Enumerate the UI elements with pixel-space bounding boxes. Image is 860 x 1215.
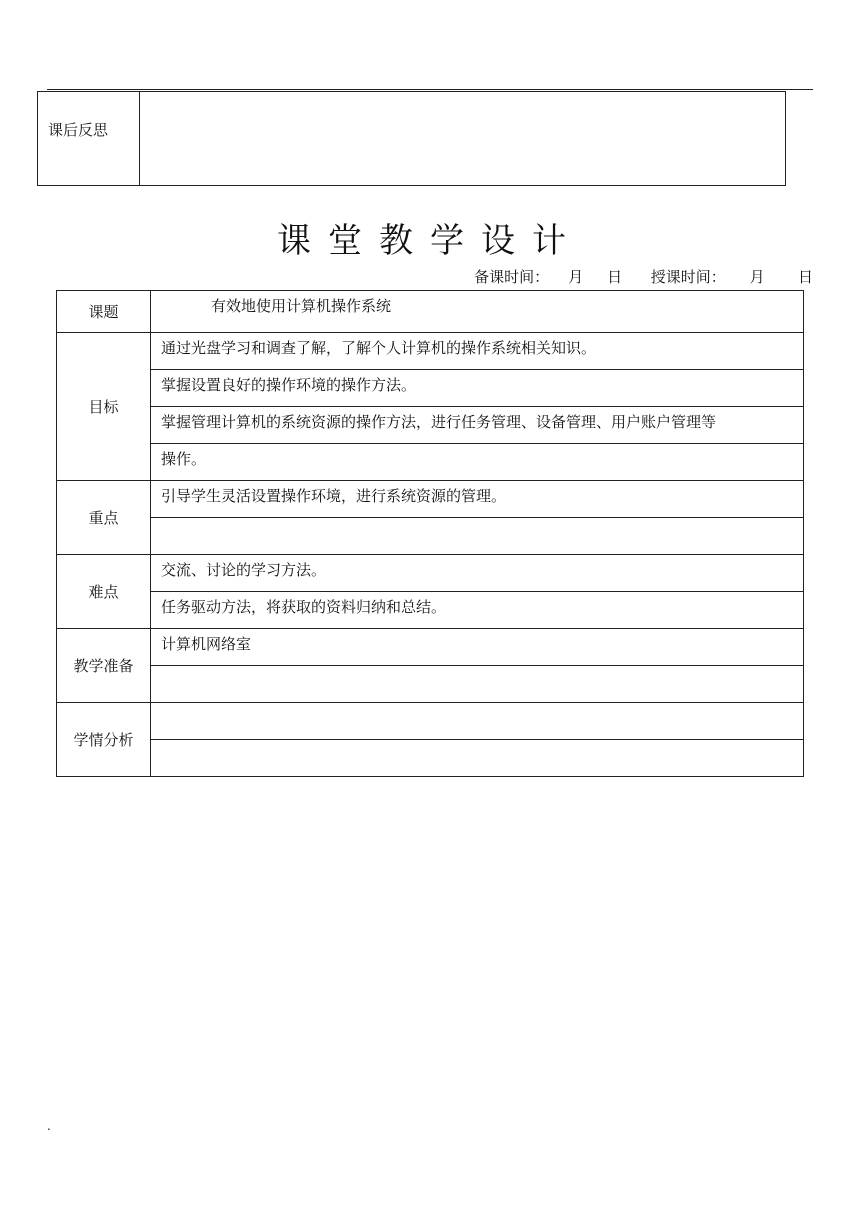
table-row (38, 92, 786, 186)
key-points-label: 重点 (57, 481, 151, 555)
topic-value: 有效地使用计算机操作系统 (151, 291, 804, 333)
reflection-label: 课后反思 (38, 92, 140, 186)
teach-time-label: 授课时间： (650, 268, 726, 286)
lesson-design-table (56, 290, 804, 777)
footer-mark: . (47, 1119, 51, 1133)
teach-day: 日 (797, 268, 813, 286)
goal-item: 操作。 (151, 444, 804, 481)
page-title: 课堂教学设计 (277, 221, 583, 261)
preparation-item (151, 666, 804, 703)
table-row (57, 291, 804, 333)
table-row (57, 592, 804, 629)
preparation-label: 教学准备 (57, 629, 151, 703)
prep-time-label: 备课时间： (474, 268, 550, 286)
difficulties-label: 难点 (57, 555, 151, 629)
key-point-item: 引导学生灵活设置操作环境，进行系统资源的管理。 (151, 481, 804, 518)
reflection-content (140, 92, 786, 186)
table-row (57, 370, 804, 407)
key-point-item (151, 518, 804, 555)
goals-label: 目标 (57, 333, 151, 481)
table-row (57, 444, 804, 481)
reflection-table (37, 91, 786, 186)
preparation-item: 计算机网络室 (151, 629, 804, 666)
header-rule (47, 89, 813, 90)
teach-month: 月 (749, 268, 765, 286)
goal-item: 掌握设置良好的操作环境的操作方法。 (151, 370, 804, 407)
goal-item: 掌握管理计算机的系统资源的操作方法，进行任务管理、设备管理、用户账户管理等 (151, 407, 804, 444)
analysis-label: 学情分析 (57, 703, 151, 777)
prep-month: 月 (568, 268, 584, 286)
goal-item: 通过光盘学习和调查了解，了解个人计算机的操作系统相关知识。 (151, 333, 804, 370)
topic-label: 课题 (57, 291, 151, 333)
table-row (57, 629, 804, 666)
table-row (57, 666, 804, 703)
table-row (57, 703, 804, 740)
analysis-item (151, 740, 804, 777)
schedule-line (474, 266, 813, 287)
difficulty-item: 交流、讨论的学习方法。 (151, 555, 804, 592)
table-row (57, 407, 804, 444)
prep-day: 日 (607, 268, 623, 286)
table-row (57, 518, 804, 555)
table-row (57, 481, 804, 518)
table-row (57, 555, 804, 592)
table-row (57, 740, 804, 777)
difficulty-item: 任务驱动方法，将获取的资料归纳和总结。 (151, 592, 804, 629)
analysis-item (151, 703, 804, 740)
table-row (57, 333, 804, 370)
